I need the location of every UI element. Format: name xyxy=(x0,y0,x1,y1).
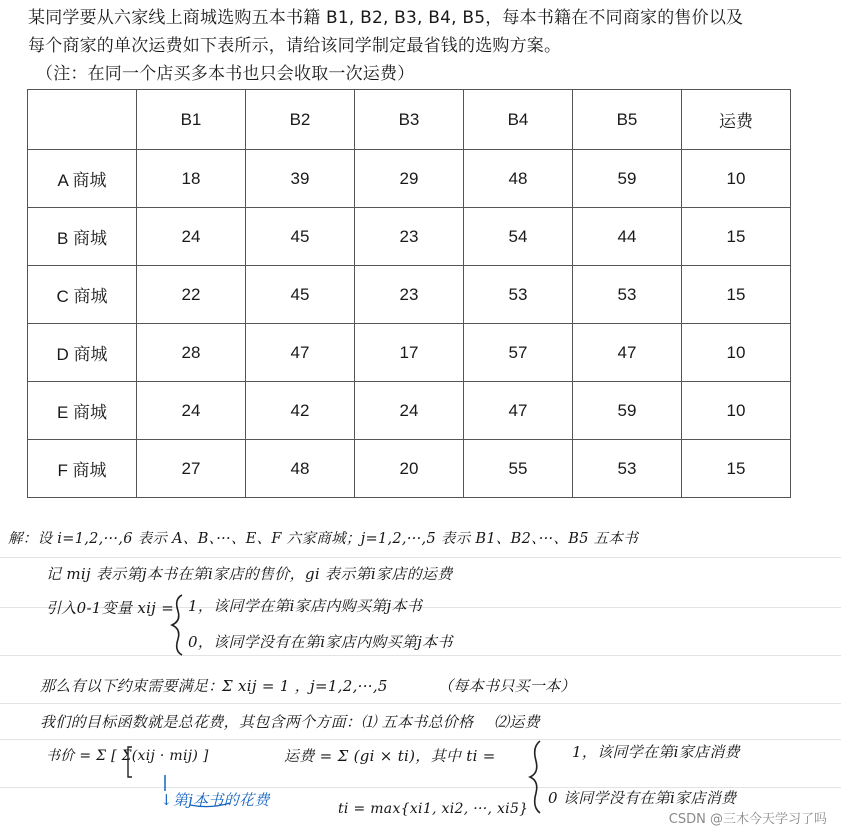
hw-case-not-buy: 0，该同学没有在第i家店内购买第j本书 xyxy=(188,633,453,651)
table-cell: 53 xyxy=(573,440,682,498)
underline-stroke xyxy=(190,803,230,807)
table-row xyxy=(28,150,791,208)
table-header-cell xyxy=(28,90,137,150)
table-header-cell: B2 xyxy=(246,90,355,150)
table-cell: 44 xyxy=(573,208,682,266)
table-header-cell: B4 xyxy=(464,90,573,150)
table-row xyxy=(28,266,791,324)
table-cell: 10 xyxy=(682,324,791,382)
table-cell: 15 xyxy=(682,440,791,498)
table-cell: 57 xyxy=(464,324,573,382)
bracket-icon xyxy=(128,747,132,777)
table-cell: 39 xyxy=(246,150,355,208)
table-cell: 17 xyxy=(355,324,464,382)
table-cell: C 商城 xyxy=(28,266,137,324)
table-cell: 53 xyxy=(464,266,573,324)
table-header-cell: B5 xyxy=(573,90,682,150)
table-cell: 15 xyxy=(682,266,791,324)
table-row xyxy=(28,382,791,440)
brace-icon xyxy=(530,741,540,813)
table-cell: 23 xyxy=(355,266,464,324)
table-cell: 29 xyxy=(355,150,464,208)
table-row xyxy=(28,440,791,498)
problem-note: （注：在同一个店买多本书也只会收取一次运费） xyxy=(36,64,415,84)
table-header-row xyxy=(28,90,791,150)
problem-line-2: 每个商家的单次运费如下表所示，请给该同学制定最省钱的选购方案。 xyxy=(28,36,562,56)
problem-line-1: 某同学要从六家线上商城选购五本书籍 B1, B2, B3, B4, B5，每本书籍在不同商家的售价以及 xyxy=(28,8,744,28)
table-cell: E 商城 xyxy=(28,382,137,440)
hw-variable-definition: 引入0-1变量 xij = xyxy=(46,599,175,617)
table-header-cell: B1 xyxy=(137,90,246,150)
hw-objective-line: 我们的目标函数就是总花费，其包含两个方面：⑴ 五本书总价格 xyxy=(40,713,474,731)
table-cell: 47 xyxy=(573,324,682,382)
table-cell: B 商城 xyxy=(28,208,137,266)
hw-price-definition: 记 mij 表示第j本书在第i家店的售价，gi 表示第i家店的运费 xyxy=(46,565,453,583)
table-cell: 45 xyxy=(246,266,355,324)
hw-shipping-formula: 运费 = Σ (gi × ti)，其中 ti = xyxy=(284,747,496,765)
table-row xyxy=(28,324,791,382)
hw-definition-line: 解：设 i=1,2,···,6 表示 A、B、···、E、F 六家商城；j=1,2,···,5 表示 B1、B2、···、B5 五本书 xyxy=(8,531,639,547)
table-cell: 45 xyxy=(246,208,355,266)
hw-case-not-consume: 0 该同学没有在第i家店消费 xyxy=(548,789,737,807)
table-cell: 18 xyxy=(137,150,246,208)
table-cell: 42 xyxy=(246,382,355,440)
table-cell: 24 xyxy=(137,208,246,266)
hw-case-buy: 1，该同学在第i家店内购买第j本书 xyxy=(188,597,423,615)
table-cell: D 商城 xyxy=(28,324,137,382)
brace-icon xyxy=(172,595,182,655)
table-cell: 22 xyxy=(137,266,246,324)
table-cell: 47 xyxy=(246,324,355,382)
table-cell: 48 xyxy=(246,440,355,498)
watermark: CSDN @三木今天学习了吗 xyxy=(668,812,827,827)
table-cell: 23 xyxy=(355,208,464,266)
problem-statement xyxy=(28,4,828,88)
table-cell: 59 xyxy=(573,382,682,440)
hw-case-consume: 1，该同学在第i家店消费 xyxy=(572,743,740,761)
table-cell: 24 xyxy=(355,382,464,440)
hw-objective-shipping: ⑵运费 xyxy=(494,713,540,731)
price-table xyxy=(27,89,791,498)
table-header-cell: 运费 xyxy=(682,90,791,150)
table-cell: 48 xyxy=(464,150,573,208)
table-cell: 10 xyxy=(682,382,791,440)
table-cell: 24 xyxy=(137,382,246,440)
table-row xyxy=(28,208,791,266)
hw-book-price-formula: 书价 = Σ [ Σ(xij · mij) ] xyxy=(46,748,209,764)
table-cell: F 商城 xyxy=(28,440,137,498)
table-cell: 15 xyxy=(682,208,791,266)
table-cell: 20 xyxy=(355,440,464,498)
table-cell: 10 xyxy=(682,150,791,208)
hw-t-definition: ti = max{xi1, xi2, ···, xi5} xyxy=(338,801,529,817)
table-cell: A 商城 xyxy=(28,150,137,208)
hw-constraint-label: 那么有以下约束需要满足： xyxy=(40,677,224,695)
table-cell: 47 xyxy=(464,382,573,440)
table-cell: 59 xyxy=(573,150,682,208)
table-cell: 54 xyxy=(464,208,573,266)
hw-annotation-blue: ↓第j本书的花费 xyxy=(160,791,270,809)
table-cell: 28 xyxy=(137,324,246,382)
table-cell: 53 xyxy=(573,266,682,324)
hw-constraint-note: （每本书只买一本） xyxy=(438,677,576,695)
handwritten-notes xyxy=(0,505,841,833)
table-header-cell: B3 xyxy=(355,90,464,150)
hw-brace-marks xyxy=(0,505,841,833)
table-cell: 55 xyxy=(464,440,573,498)
hw-constraint-formula: Σ xij = 1 ，j=1,2,···,5 xyxy=(222,677,388,695)
table-cell: 27 xyxy=(137,440,246,498)
